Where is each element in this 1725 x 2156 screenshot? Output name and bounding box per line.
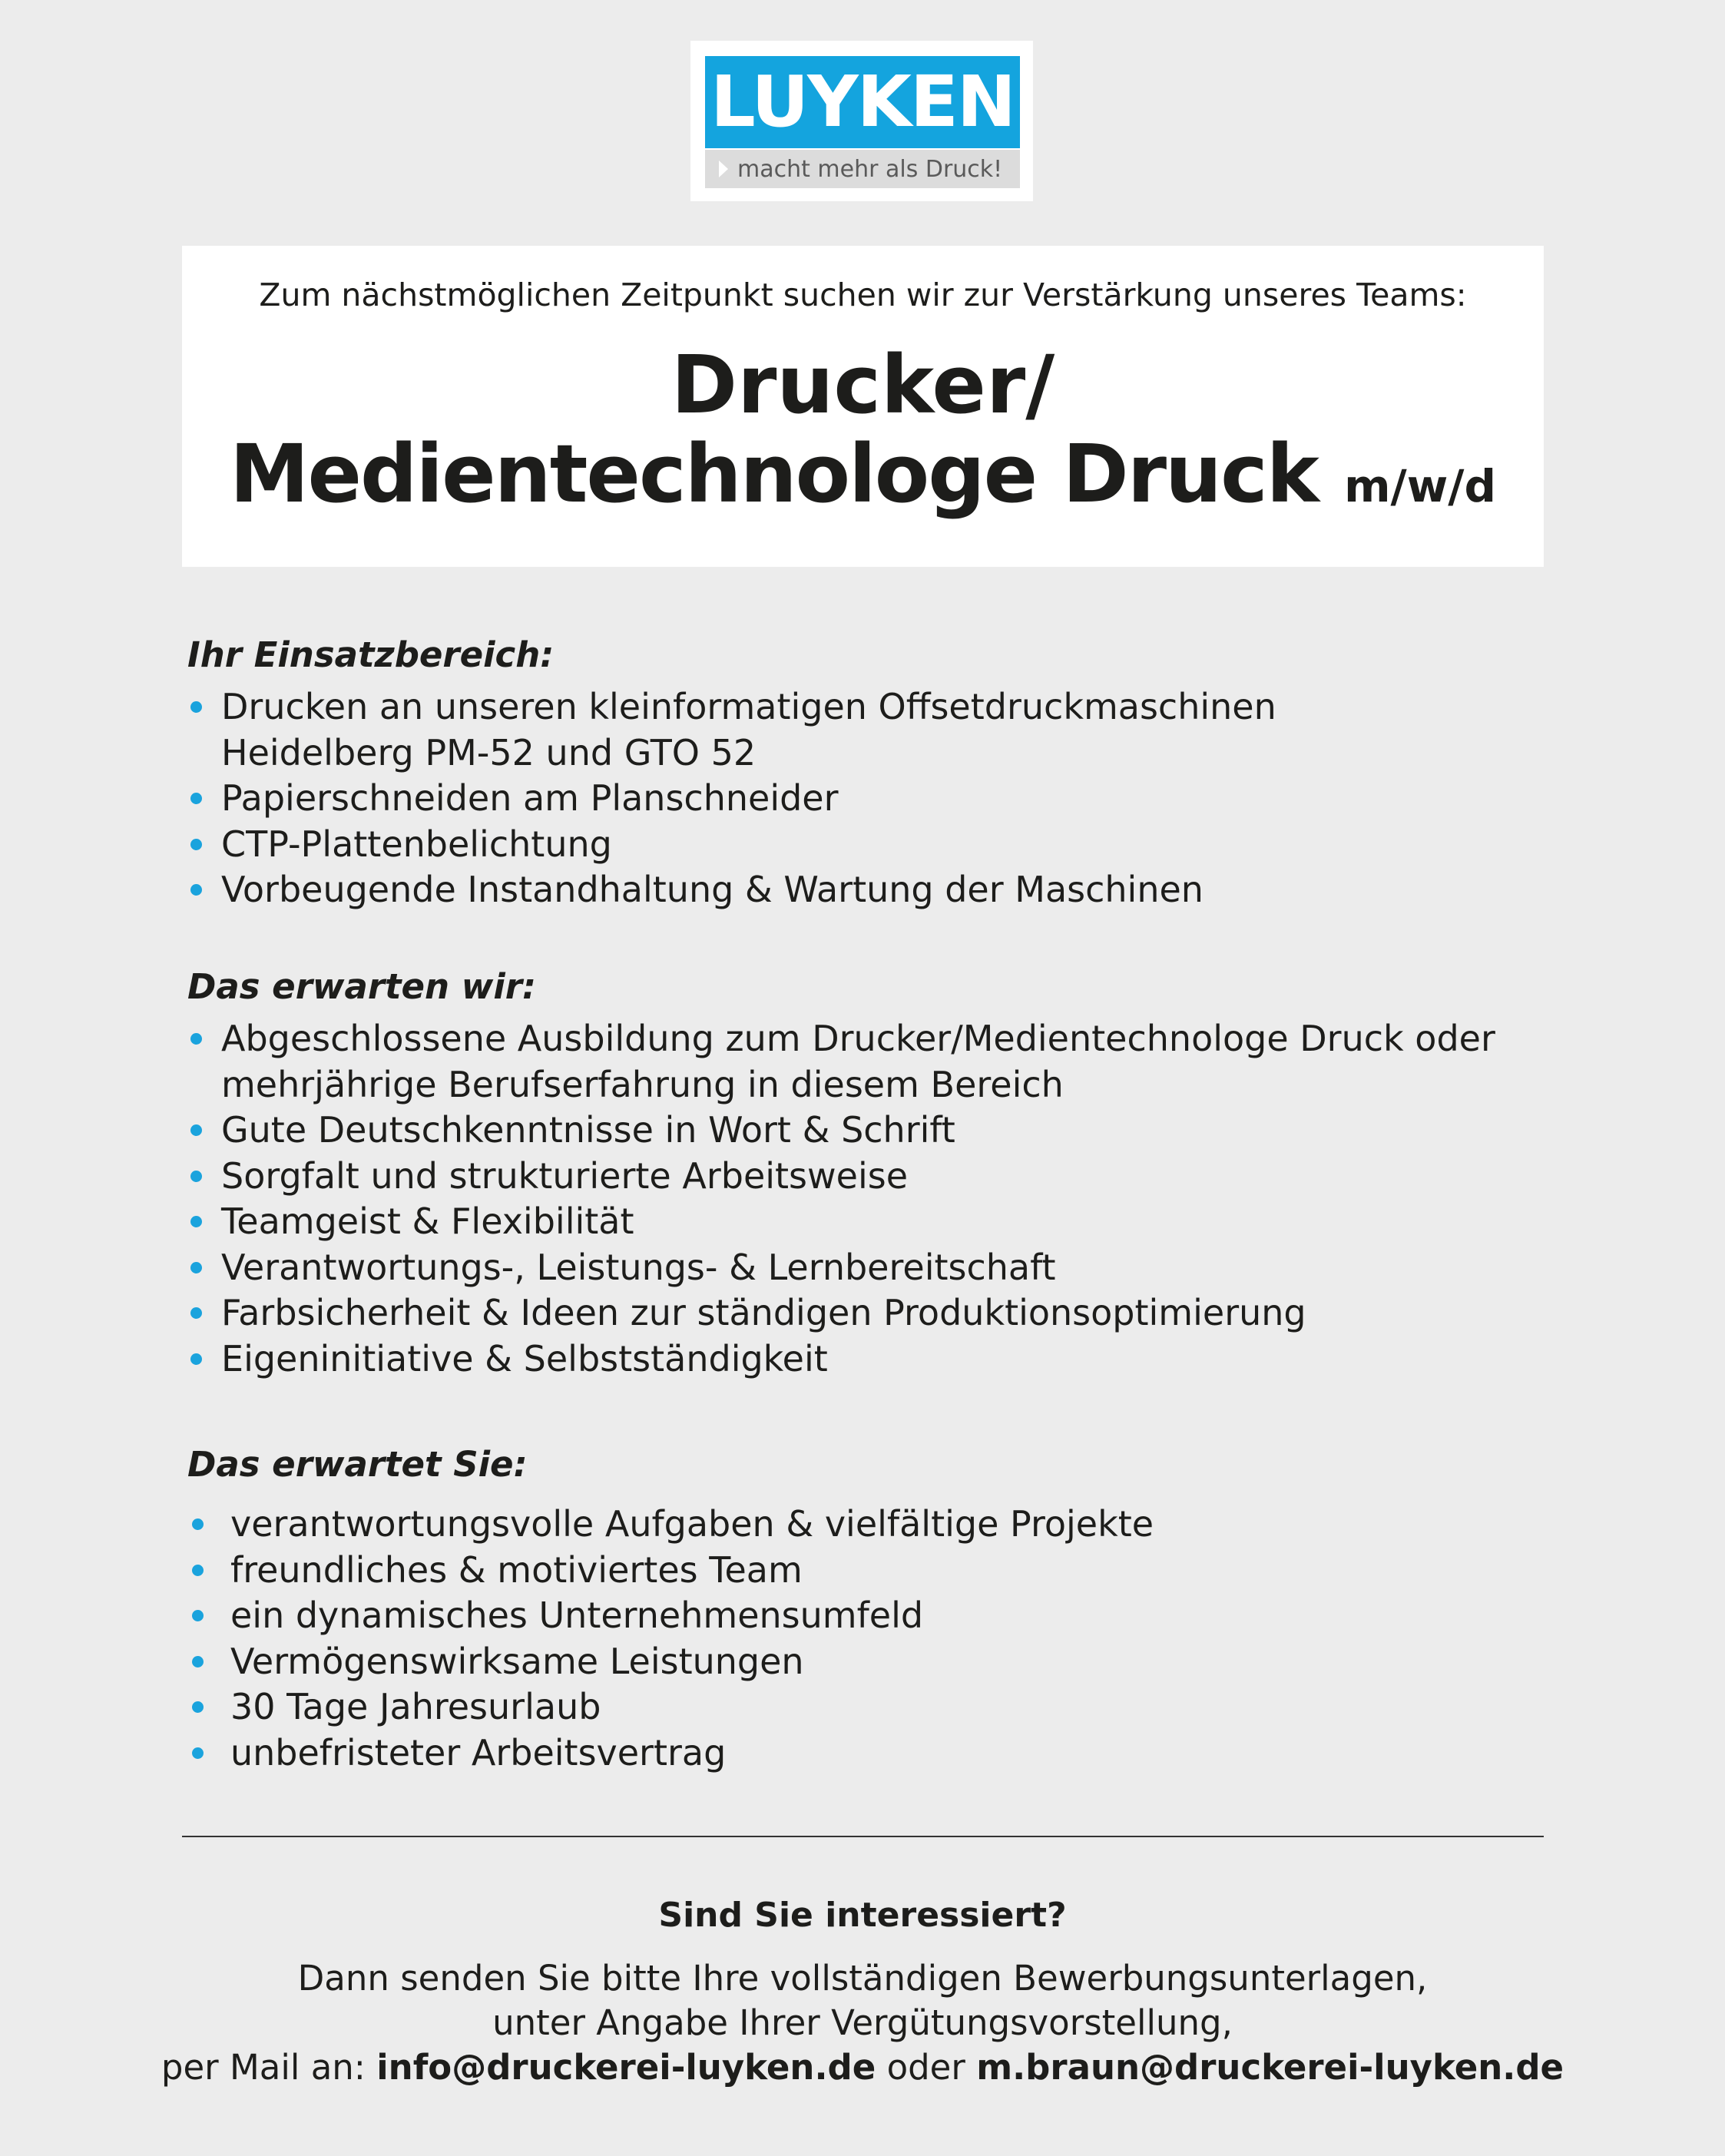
- section-heading: Das erwarten wir:: [187, 966, 536, 1007]
- list-item: verantwortungsvolle Aufgaben & vielfältige Projekte: [187, 1502, 1554, 1548]
- contact-line-2: unter Angabe Ihrer Vergütungsvorstellung,: [492, 2002, 1233, 2043]
- logo-tagline-bar: [705, 150, 1020, 188]
- list-item: 30 Tage Jahresurlaub: [187, 1684, 1554, 1730]
- contact-question: Sind Sie interessiert?: [658, 1896, 1067, 1935]
- contact-line-1: Dann senden Sie bitte Ihre vollständigen Bewerbungsunterlagen,: [297, 1958, 1428, 1999]
- contact-footer: [0, 1896, 1725, 2090]
- job-title-main: Medientechnologe Druck: [230, 427, 1318, 521]
- email-link-braun[interactable]: m.braun@druckerei-luyken.de: [976, 2047, 1564, 2088]
- play-arrow-icon: [719, 161, 728, 177]
- logo-wordmark: LUYKEN: [710, 61, 1015, 143]
- list-item: Eigeninitiative & Selbstständigkeit: [187, 1336, 1554, 1383]
- list-item: ein dynamisches Unternehmensumfeld: [187, 1593, 1554, 1639]
- list-item: freundliches & motiviertes Team: [187, 1548, 1554, 1594]
- list-item: Vorbeugende Instandhaltung & Wartung der Maschinen: [187, 867, 1554, 913]
- section-heading: Ihr Einsatzbereich:: [187, 634, 555, 675]
- list-item: CTP-Plattenbelichtung: [187, 822, 1554, 868]
- list-item: Vermögenswirksame Leistungen: [187, 1639, 1554, 1685]
- section-einsatzbereich: [187, 634, 1554, 913]
- list-item: Teamgeist & Flexibilität: [187, 1199, 1554, 1245]
- job-title-line1: Drucker/: [670, 338, 1055, 432]
- intro-text: Zum nächstmöglichen Zeitpunkt suchen wir zur Verstärkung unseres Teams:: [259, 277, 1467, 313]
- section-heading: Das erwartet Sie:: [187, 1444, 528, 1485]
- bullet-list: [187, 1016, 1554, 1382]
- list-item: Abgeschlossene Ausbildung zum Drucker/Medientechnologe Druck oder mehrjährige Berufserfahrung in diesem Bereich: [187, 1016, 1554, 1108]
- job-title-box: [182, 246, 1544, 567]
- list-item: unbefristeter Arbeitsvertrag: [187, 1730, 1554, 1777]
- list-item: Papierschneiden am Planschneider: [187, 776, 1554, 822]
- list-item: Drucken an unseren kleinformatigen Offsetdruckmaschinen Heidelberg PM-52 und GTO 52: [187, 684, 1312, 776]
- list-item: Sorgfalt und strukturierte Arbeitsweise: [187, 1154, 1554, 1200]
- logo-wordmark-panel: [705, 56, 1020, 148]
- list-item: Farbsicherheit & Ideen zur ständigen Produktionsoptimierung: [187, 1290, 1554, 1336]
- gender-suffix: m/w/d: [1344, 460, 1496, 512]
- divider: [182, 1836, 1544, 1837]
- bullet-list: [187, 684, 1554, 913]
- list-item: Verantwortungs-, Leistungs- & Lernbereitschaft: [187, 1245, 1554, 1291]
- section-erwarten-wir: [187, 966, 1554, 1382]
- contact-line-3: [0, 2045, 1725, 2090]
- logo-tagline: macht mehr als Druck!: [737, 155, 1003, 183]
- list-item: Gute Deutschkenntnisse in Wort & Schrift: [187, 1108, 1554, 1154]
- job-title-line2: [182, 427, 1544, 521]
- mail-connector: oder: [876, 2047, 977, 2088]
- company-logo: [690, 41, 1033, 201]
- mail-prefix: per Mail an:: [161, 2047, 377, 2088]
- email-link-info[interactable]: info@druckerei-luyken.de: [376, 2047, 876, 2088]
- section-erwartet-sie: [187, 1444, 1554, 1776]
- bullet-list: [187, 1502, 1554, 1776]
